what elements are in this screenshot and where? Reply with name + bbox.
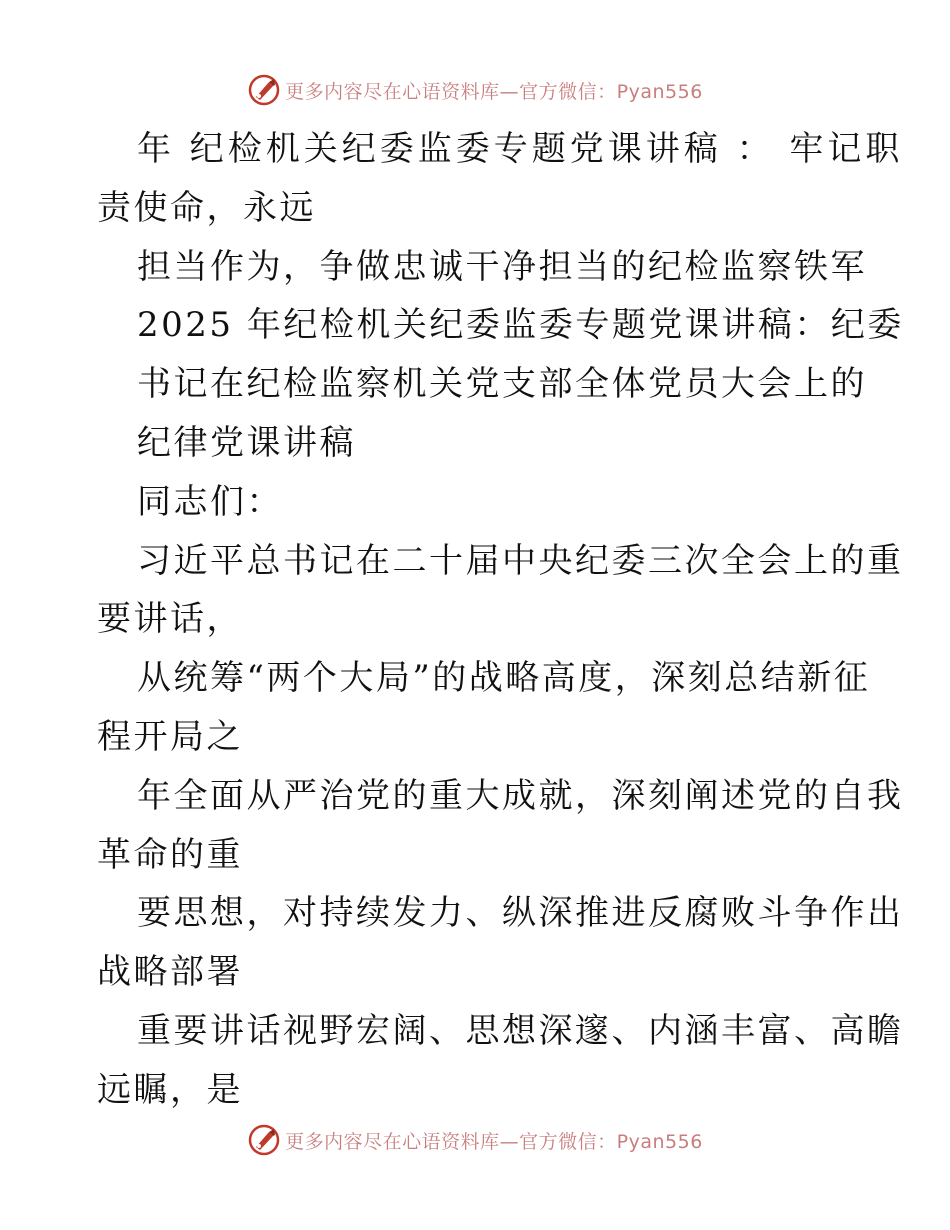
- text-line: 担当作为，争做忠诚干净担当的纪检监察铁军: [137, 246, 867, 287]
- pen-nib-logo-icon: [247, 1123, 281, 1157]
- pen-nib-logo-icon: [247, 73, 281, 107]
- header-watermark: [0, 70, 950, 110]
- text-line: 要思想，对持续发力、纵深推进反腐败斗争作出: [137, 893, 904, 934]
- text-line: 要讲话，: [97, 599, 243, 640]
- text-line: 书记在纪检监察机关党支部全体党员大会上的: [137, 364, 867, 405]
- text-line: 2025 年纪检机关纪委监委专题党课讲稿：纪委: [137, 305, 904, 346]
- document-body: [97, 120, 904, 1120]
- text-line: 纪律党课讲稿: [137, 422, 356, 463]
- text-line: 革命的重: [97, 834, 243, 875]
- footer-watermark: [0, 1120, 950, 1160]
- text-line: 从统筹“两个大局”的战略高度，深刻总结新征: [137, 658, 871, 699]
- text-line: 重要讲话视野宏阔、思想深邃、内涵丰富、高瞻: [137, 1010, 904, 1051]
- watermark-text: 更多内容尽在心语资料库—官方微信：Pyan556: [285, 80, 703, 103]
- text-line: 程开局之: [97, 716, 243, 757]
- title-line-2: 责使命，永远: [97, 187, 316, 228]
- text-line: 战略部署: [97, 952, 243, 993]
- text-line: 远瞩，是: [97, 1069, 243, 1110]
- text-line: 习近平总书记在二十届中央纪委三次全会上的重: [137, 540, 904, 581]
- watermark-text: 更多内容尽在心语资料库—官方微信：Pyan556: [285, 1130, 703, 1153]
- text-line: 年全面从严治党的重大成就，深刻阐述党的自我: [137, 775, 904, 816]
- salutation: 同志们：: [137, 481, 283, 522]
- title-line-1: 年 纪检机关纪委监委专题党课讲稿 ： 牢记职: [137, 129, 904, 169]
